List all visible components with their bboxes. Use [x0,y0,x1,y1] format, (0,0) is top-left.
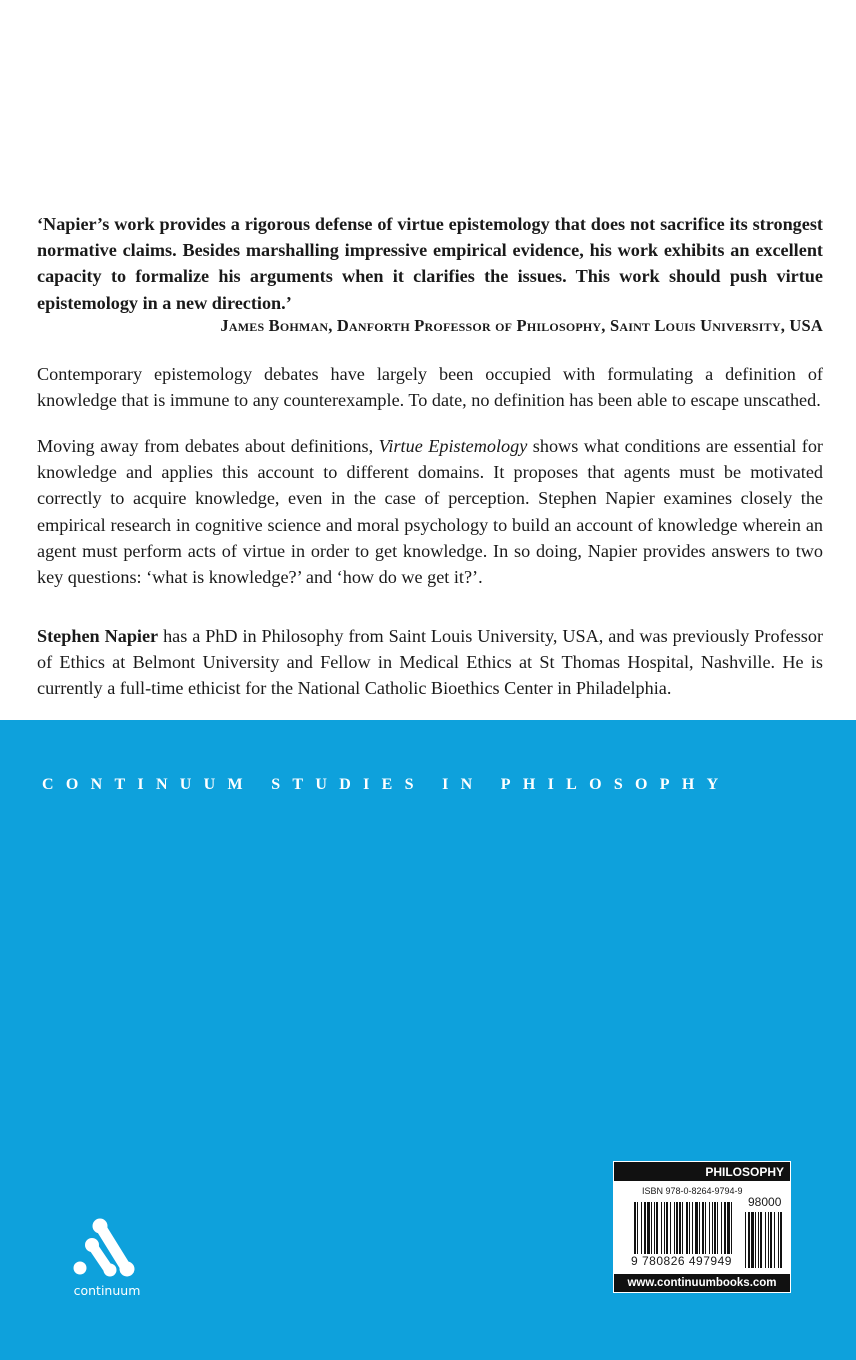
ean-number: 9 780826 497949 [631,1254,732,1268]
publisher-logo [62,1218,152,1298]
description-text: shows what conditions are essential for knowledge and applies this account to different domains. It proposes that agents must be motivated correctly to acquire knowledge, even in the case of perception. Stephen Napier examines closely the empirical research in cognitive science and moral psychology to build an account of knowledge wherein an agent must perform acts of virtue in order to get knowledge. In so doing, Napier provides answers to two key questions: ‘what is knowledge?’ and ‘how do we get it?’. [37,436,823,588]
price-code: 98000 [748,1195,782,1209]
continuum-logo-icon [72,1218,142,1280]
description-paragraph-2 [37,433,823,590]
description-paragraph-1: Contemporary epistemology debates have largely been occupied with formulating a definition of knowledge that is immune to any counterexample. To date, no definition has been able to escape unscathed. [37,364,823,411]
author-bio [37,623,823,702]
bio-text: has a PhD in Philosophy from Saint Louis University, USA, and was previously Professor of Ethics at Belmont University and Fellow in Medical Ethics at St Thomas Hospital, Nashville. He is currently a full-time ethicist for the National Catholic Bioethics Center in Philadelphia. [37,626,824,699]
description-text: Moving away from debates about definitions, [37,436,379,456]
book-title: Virtue Epistemology [378,436,528,456]
quote-attribution: James Bohman, Danforth Professor of Philosophy, Saint Louis University, USA [220,316,823,335]
barcode-bar [755,1212,756,1268]
barcode-bar [770,1212,772,1268]
publisher-website: www.continuumbooks.com [614,1274,790,1292]
series-title: CONTINUUM STUDIES IN PHILOSOPHY [42,776,731,793]
barcode-bar [748,1212,750,1268]
barcode-bar [780,1212,782,1268]
barcode-bar [768,1212,769,1268]
barcode-bar [765,1212,766,1268]
barcode-bar [745,1212,746,1268]
isbn-text: ISBN 978-0-8264-9794-9 [642,1186,743,1196]
cover-blue-panel [0,720,856,1360]
review-quote: ‘Napier’s work provides a rigorous defense of virtue epistemology that does not sacrifice its strongest normative claims. Besides marshalling impressive empirical evidence, his work exhibits an excellent capacity to formalize his arguments when it clarifies the issues. This work should push virtue epistemology in a new direction.’ [37,214,823,313]
barcode-box [613,1161,791,1293]
barcode-bar [774,1212,775,1268]
barcode-bar [751,1212,754,1268]
barcode-bar [758,1212,759,1268]
publisher-name: continuum [73,1283,141,1298]
barcode-bar [778,1212,779,1268]
author-name: Stephen Napier [37,626,159,646]
barcode-bar [760,1212,762,1268]
barcode-category: PHILOSOPHY [614,1162,790,1181]
